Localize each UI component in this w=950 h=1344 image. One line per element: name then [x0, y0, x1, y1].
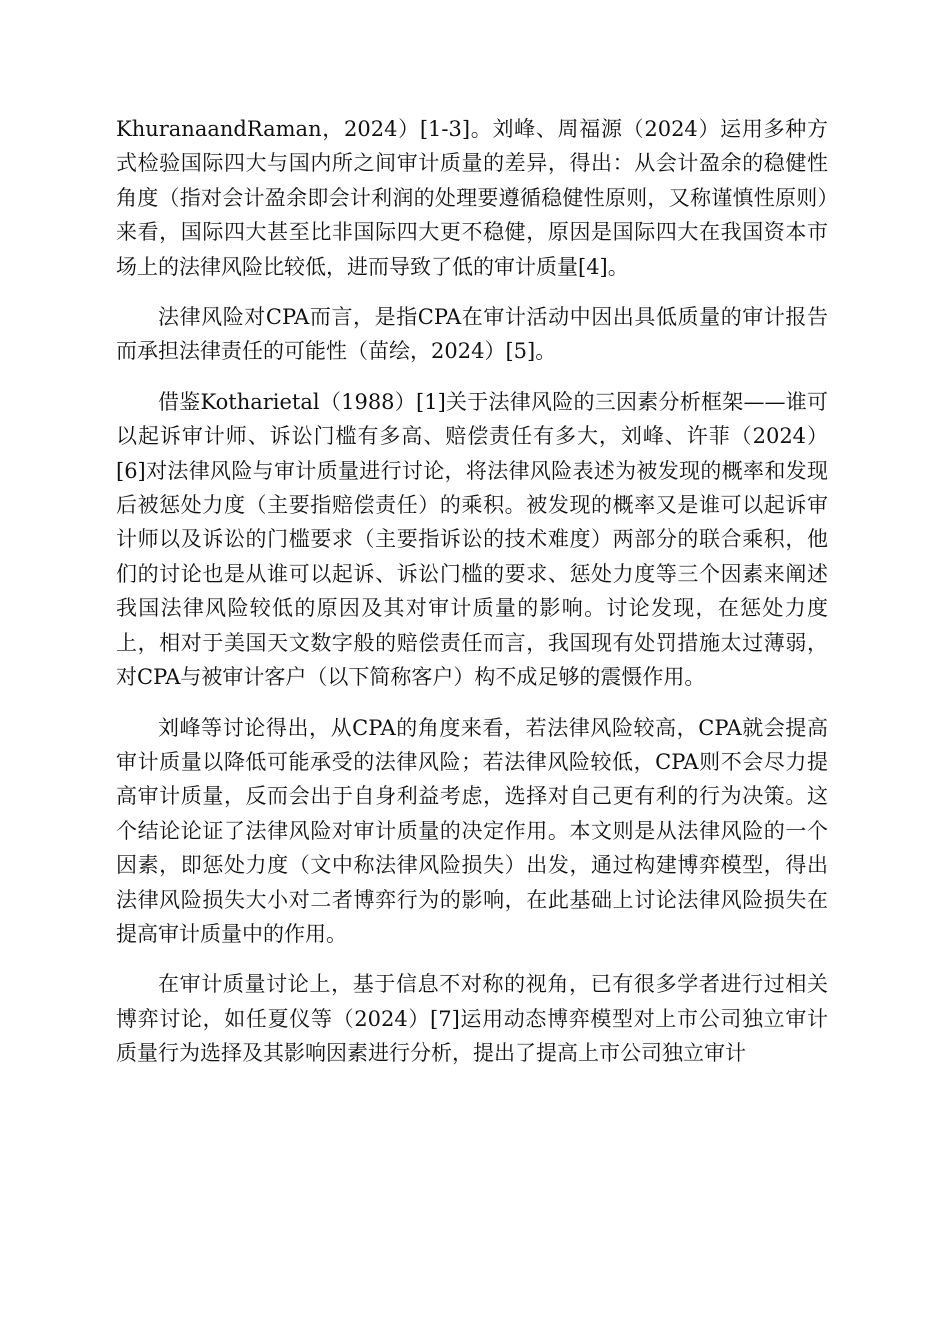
paragraph-4: 刘峰等讨论得出，从CPA的角度来看，若法律风险较高，CPA就会提高审计质量以降低可能承受的法律风险；若法律风险较低，CPA则不会尽力提高审计质量，反而会出于自身利益考虑，选择对自己更有利的行为决策。这个结论论证了法律风险对审计质量的决定作用。本文则是从法律风险的一个因素，即惩处力度（文中称法律风险损失）出发，通过构建博弈模型，得出法律风险损失大小对二者博弈行为的影响，在此基础上讨论法律风险损失在提高审计质量中的作用。 [116, 715, 828, 946]
paragraph-1: KhuranaandRaman，2024）[1-3]。刘峰、周福源（2024）运用多种方式检验国际四大与国内所之间审计质量的差异，得出：从会计盈余的稳健性角度（指对会计盈余即会计利润的处理要遵循稳健性原则，又称谨慎性原则）来看，国际四大甚至比非国际四大更不稳健，原因是国际四大在我国资本市场上的法律风险比较低，进而导致了低的审计质量[4]。 [116, 117, 828, 279]
paragraph-3: 借鉴Kotharietal（1988）[1]关于法律风险的三因素分析框架——谁可以起诉审计师、诉讼门槛有多高、赔偿责任有多大，刘峰、许菲（2024）[6]对法律风险与审计质量进行讨论，将法律风险表述为被发现的概率和发现后被惩处力度（主要指赔偿责任）的乘积。被发现的概率又是谁可以起诉审计师以及诉讼的门槛要求（主要指诉讼的技术难度）两部分的联合乘积，他们的讨论也是从谁可以起诉、诉讼门槛的要求、惩处力度等三个因素来阐述我国法律风险较低的原因及其对审计质量的影响。讨论发现，在惩处力度上，相对于美国天文数字般的赔偿责任而言，我国现有处罚措施太过薄弱，对CPA与被审计客户（以下简称客户）构不成足够的震慑作用。 [116, 389, 828, 690]
document-body [116, 112, 828, 1087]
paragraph-5: 在审计质量讨论上，基于信息不对称的视角，已有很多学者进行过相关博弈讨论，如任夏仪等（2024）[7]运用动态博弈模型对上市公司独立审计质量行为选择及其影响因素进行分析，提出了提高上市公司独立审计 [116, 972, 828, 1066]
paragraph-2: 法律风险对CPA而言，是指CPA在审计活动中因出具低质量的审计报告而承担法律责任的可能性（苗绘，2024）[5]。 [116, 305, 828, 364]
